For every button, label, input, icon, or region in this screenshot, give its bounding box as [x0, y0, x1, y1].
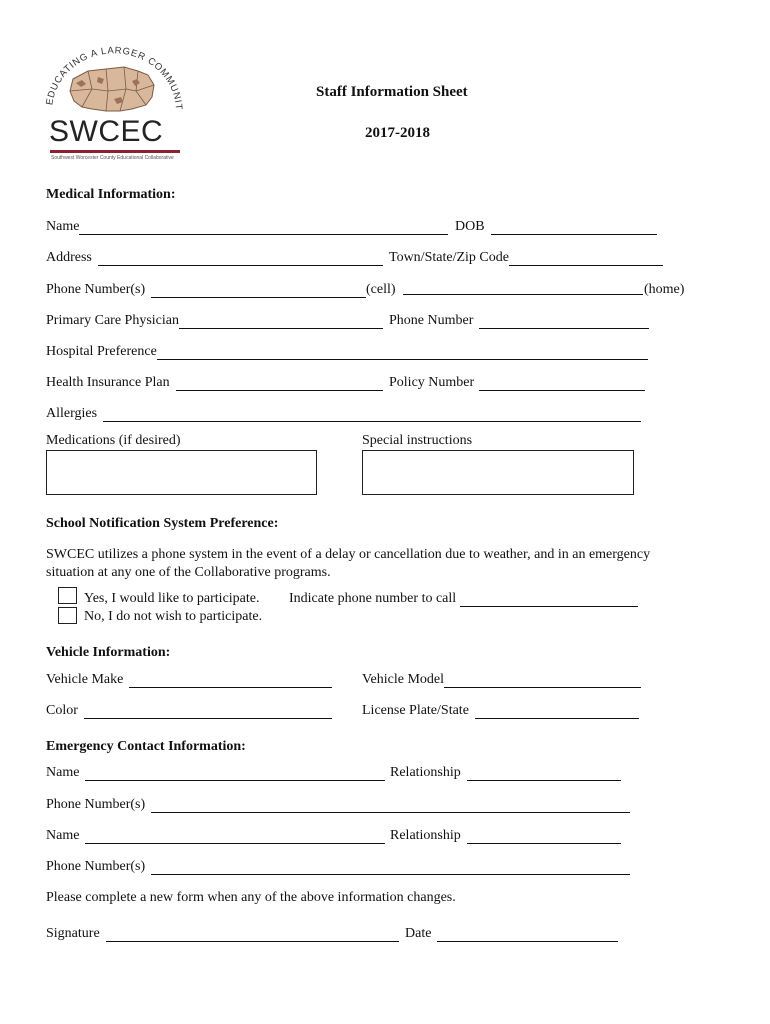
emergency-relationship2-label: Relationship	[390, 828, 461, 843]
home-phone-field[interactable]	[403, 282, 643, 295]
emergency-phone1-label: Phone Number(s)	[46, 797, 146, 812]
special-instructions-textbox[interactable]	[362, 450, 634, 495]
insurance-label: Health Insurance Plan	[46, 375, 170, 390]
medical-heading: Medical Information:	[46, 187, 176, 202]
name-label: Name	[46, 219, 80, 234]
name-input-line[interactable]	[79, 222, 448, 235]
emergency-phone2-input-line[interactable]	[151, 862, 630, 875]
hospital-input-line[interactable]	[157, 347, 648, 360]
map-icon	[70, 67, 154, 111]
medications-label: Medications (if desired)	[46, 433, 181, 448]
name-field[interactable]	[46, 219, 448, 235]
pcp-phone-label: Phone Number	[389, 313, 474, 328]
pcp-phone-input-line[interactable]	[479, 316, 649, 329]
notification-body-line2: situation at any one of the Collaborative programs.	[46, 565, 331, 580]
town-field[interactable]	[389, 250, 663, 266]
vehicle-color-field[interactable]	[46, 703, 332, 719]
pcp-input-line[interactable]	[179, 316, 383, 329]
logo-rule	[50, 150, 180, 153]
date-label: Date	[405, 926, 432, 941]
swcec-logo	[40, 45, 185, 165]
notify-phone-label: Indicate phone number to call	[289, 591, 457, 606]
dob-input-line[interactable]	[491, 222, 657, 235]
allergies-label: Allergies	[46, 406, 98, 421]
notify-phone-input-line[interactable]	[460, 594, 638, 607]
emergency-name1-field[interactable]	[46, 765, 385, 781]
town-input-line[interactable]	[509, 253, 663, 266]
special-instructions-label: Special instructions	[362, 433, 473, 448]
license-plate-input-line[interactable]	[475, 706, 639, 719]
pcp-label: Primary Care Physician	[46, 313, 179, 328]
license-plate-label: License Plate/State	[362, 703, 469, 718]
policy-label: Policy Number	[389, 375, 475, 390]
emergency-phone2-field[interactable]	[46, 859, 630, 875]
phone-cell-field[interactable]	[46, 282, 366, 298]
vehicle-make-label: Vehicle Make	[46, 672, 124, 687]
phone-label: Phone Number(s)	[46, 282, 146, 297]
emergency-name1-input-line[interactable]	[85, 768, 385, 781]
hospital-label: Hospital Preference	[46, 344, 157, 359]
emergency-relationship1-label: Relationship	[390, 765, 461, 780]
cell-label: (cell)	[366, 282, 396, 297]
pcp-phone-field[interactable]	[389, 313, 649, 329]
policy-input-line[interactable]	[479, 378, 645, 391]
vehicle-color-label: Color	[46, 703, 78, 718]
logo-arc-text: EDUCATING A LARGER COMMUNIT	[44, 45, 185, 111]
address-field[interactable]	[46, 250, 383, 266]
vehicle-color-input-line[interactable]	[84, 706, 332, 719]
vehicle-model-field[interactable]	[362, 672, 641, 688]
vehicle-model-label: Vehicle Model	[362, 672, 445, 687]
page-title: Staff Information Sheet	[316, 84, 468, 100]
notification-heading: School Notification System Preference:	[46, 516, 279, 531]
logo-emblem	[40, 45, 185, 115]
town-label: Town/State/Zip Code	[389, 250, 509, 265]
signature-input-line[interactable]	[106, 929, 399, 942]
logo-wordmark: SWCEC	[49, 115, 164, 148]
date-input-line[interactable]	[437, 929, 618, 942]
signature-field[interactable]	[46, 926, 399, 942]
participate-yes-label: Yes, I would like to participate.	[84, 591, 260, 606]
address-input-line[interactable]	[98, 253, 383, 266]
logo-tagline: Southwest Worcester County Educational Collaborative	[51, 155, 174, 161]
vehicle-make-field[interactable]	[46, 672, 332, 688]
emergency-relationship2-field[interactable]	[390, 828, 621, 844]
date-field[interactable]	[405, 926, 618, 942]
emergency-name2-label: Name	[46, 828, 80, 843]
cell-input-line[interactable]	[151, 285, 366, 298]
dob-field[interactable]	[455, 219, 657, 235]
emergency-heading: Emergency Contact Information:	[46, 739, 246, 754]
emergency-name1-label: Name	[46, 765, 80, 780]
dob-label: DOB	[455, 219, 485, 234]
signature-label: Signature	[46, 926, 100, 941]
emergency-relationship2-input-line[interactable]	[467, 831, 621, 844]
license-plate-field[interactable]	[362, 703, 639, 719]
vehicle-make-input-line[interactable]	[129, 675, 332, 688]
vehicle-model-input-line[interactable]	[444, 675, 641, 688]
address-label: Address	[46, 250, 92, 265]
policy-field[interactable]	[389, 375, 645, 391]
emergency-phone1-field[interactable]	[46, 797, 630, 813]
emergency-relationship1-field[interactable]	[390, 765, 621, 781]
emergency-phone2-label: Phone Number(s)	[46, 859, 146, 874]
school-year: 2017-2018	[365, 125, 430, 141]
pcp-field[interactable]	[46, 313, 383, 329]
hospital-field[interactable]	[46, 344, 648, 360]
home-label: (home)	[644, 282, 685, 297]
notify-phone-field[interactable]	[289, 591, 638, 607]
insurance-input-line[interactable]	[176, 378, 383, 391]
update-note: Please complete a new form when any of the above information changes.	[46, 890, 456, 905]
participate-no-label: No, I do not wish to participate.	[84, 609, 263, 624]
emergency-relationship1-input-line[interactable]	[467, 768, 621, 781]
participate-no-checkbox[interactable]	[58, 607, 77, 624]
home-input-line[interactable]	[403, 282, 643, 295]
emergency-name2-input-line[interactable]	[85, 831, 385, 844]
emergency-name2-field[interactable]	[46, 828, 385, 844]
allergies-input-line[interactable]	[103, 409, 641, 422]
insurance-field[interactable]	[46, 375, 383, 391]
allergies-field[interactable]	[46, 406, 641, 422]
medications-textbox[interactable]	[46, 450, 317, 495]
emergency-phone1-input-line[interactable]	[151, 800, 630, 813]
vehicle-heading: Vehicle Information:	[46, 645, 171, 660]
notification-body-line1: SWCEC utilizes a phone system in the event of a delay or cancellation due to weather, and in an emergency	[46, 547, 651, 562]
participate-yes-checkbox[interactable]	[58, 587, 77, 604]
